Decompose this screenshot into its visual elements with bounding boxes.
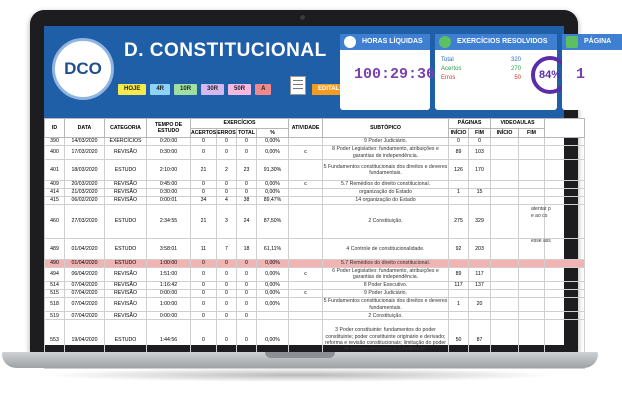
cell-percent[interactable]: 0,00%: [257, 259, 289, 267]
cell-data[interactable]: 07/04/2020: [65, 312, 105, 320]
cell-video-fim[interactable]: [519, 289, 545, 297]
cell-categoria[interactable]: REVISÃO: [105, 188, 147, 196]
cell-video-inicio[interactable]: [491, 312, 519, 320]
cell-notes[interactable]: [545, 289, 585, 297]
cell-total[interactable]: 0: [237, 180, 257, 188]
cell-total[interactable]: 0: [237, 289, 257, 297]
cell-video-inicio[interactable]: [491, 297, 519, 311]
table-row[interactable]: [45, 297, 585, 311]
cell-video-fim[interactable]: [519, 312, 545, 320]
cell-video-fim[interactable]: [519, 138, 545, 146]
exercise-stat-label: Total: [441, 57, 454, 63]
cell-acertos[interactable]: 0: [191, 267, 217, 281]
cell-pag-inicio[interactable]: [449, 312, 469, 320]
chip-4r[interactable]: 4R: [150, 84, 170, 95]
cell-data[interactable]: 01/04/2020: [65, 238, 105, 259]
exercise-stat-value: 320: [510, 57, 521, 63]
cell-id[interactable]: 415: [45, 196, 65, 204]
cell-data[interactable]: 21/03/2020: [65, 188, 105, 196]
cell-pag-inicio[interactable]: 117: [449, 281, 469, 289]
cell-erros[interactable]: 0: [217, 320, 237, 361]
laptop-lid: [30, 10, 612, 355]
cell-atividade[interactable]: [289, 281, 323, 289]
cell-atividade[interactable]: c: [289, 289, 323, 297]
cell-erros[interactable]: 0: [217, 146, 237, 160]
cell-id[interactable]: 460: [45, 204, 65, 238]
cell-percent[interactable]: 91,30%: [257, 160, 289, 181]
col-erros[interactable]: ERROS: [217, 129, 236, 136]
table-row[interactable]: [45, 180, 585, 188]
hours-card-header: [340, 34, 430, 50]
cell-id[interactable]: 518: [45, 297, 65, 311]
exercise-stat-label: Erros: [441, 75, 456, 81]
cell-subtopico[interactable]: 14 organização do Estado: [323, 196, 449, 204]
col-percent[interactable]: %: [257, 128, 289, 138]
cell-video-inicio[interactable]: [491, 267, 519, 281]
col-categoria[interactable]: CATEGORIA: [105, 119, 147, 138]
cell-tempo[interactable]: 1:44:56: [147, 320, 191, 361]
cell-subtopico[interactable]: 5 Fundamentos constitucionais dos direitos e deveres fundamentais.: [323, 160, 449, 181]
table-row[interactable]: [45, 188, 585, 196]
cell-categoria[interactable]: REVISÃO: [105, 267, 147, 281]
cell-atividade[interactable]: [289, 160, 323, 181]
cell-video-inicio[interactable]: [491, 188, 519, 196]
cell-pag-fim[interactable]: [469, 312, 491, 320]
chip-a[interactable]: A: [255, 84, 271, 95]
cell-data[interactable]: 06/02/2020: [65, 196, 105, 204]
subject-logo: DCO: [52, 38, 114, 100]
cell-acertos[interactable]: 0: [191, 180, 217, 188]
cell-id[interactable]: 519: [45, 312, 65, 320]
chip-10r[interactable]: 10R: [174, 84, 197, 95]
cell-notes[interactable]: [545, 146, 585, 160]
side-note: atentar p: [531, 206, 551, 212]
cell-pag-inicio[interactable]: 126: [449, 160, 469, 181]
cell-categoria[interactable]: REVISÃO: [105, 196, 147, 204]
cell-tempo[interactable]: 1:00:00: [147, 297, 191, 311]
cell-total[interactable]: 0: [237, 281, 257, 289]
laptop-notch: [265, 352, 335, 358]
cell-pag-fim[interactable]: 203: [469, 238, 491, 259]
cell-percent[interactable]: 0,00%: [257, 289, 289, 297]
cell-total[interactable]: 23: [237, 160, 257, 181]
cell-erros[interactable]: 4: [217, 196, 237, 204]
cell-notes[interactable]: [545, 160, 585, 181]
cell-percent[interactable]: 61,11%: [257, 238, 289, 259]
cell-tempo[interactable]: 1:16:42: [147, 281, 191, 289]
cell-acertos[interactable]: 0: [191, 320, 217, 361]
cell-notes[interactable]: [545, 281, 585, 289]
cell-subtopico[interactable]: 5.7 Remédios do direito constitucional.: [323, 259, 449, 267]
cell-atividade[interactable]: [289, 196, 323, 204]
cell-notes[interactable]: [545, 188, 585, 196]
cell-video-fim[interactable]: [519, 188, 545, 196]
cell-percent[interactable]: 0,00%: [257, 188, 289, 196]
cell-subtopico[interactable]: organização do Estado: [323, 188, 449, 196]
cell-categoria[interactable]: ESTUDO: [105, 160, 147, 181]
laptop-screen: [44, 26, 612, 353]
cell-pag-fim[interactable]: 0: [469, 138, 491, 146]
cell-video-fim[interactable]: [519, 297, 545, 311]
cell-percent[interactable]: 0,00%: [257, 138, 289, 146]
cell-erros[interactable]: 0: [217, 259, 237, 267]
table-row[interactable]: [45, 160, 585, 181]
cell-video-inicio[interactable]: [491, 146, 519, 160]
cell-acertos[interactable]: 0: [191, 188, 217, 196]
cell-video-fim[interactable]: [519, 196, 545, 204]
col-total[interactable]: TOTAL: [238, 129, 255, 136]
chip-30r[interactable]: 30R: [201, 84, 224, 95]
col-paginas-fim[interactable]: FIM: [469, 128, 491, 138]
table-row[interactable]: [45, 238, 585, 259]
cell-data[interactable]: 19/04/2020: [65, 320, 105, 361]
cell-percent[interactable]: [257, 312, 289, 320]
cell-acertos[interactable]: 34: [191, 196, 217, 204]
webcam-icon: [300, 15, 305, 20]
clock-icon: [344, 36, 356, 48]
table-row[interactable]: [45, 267, 585, 281]
col-notes: [545, 119, 585, 138]
cell-video-fim[interactable]: [519, 180, 545, 188]
cell-atividade[interactable]: c: [289, 267, 323, 281]
cell-total[interactable]: 0: [237, 312, 257, 320]
cell-total[interactable]: 0: [237, 188, 257, 196]
cell-notes[interactable]: [545, 180, 585, 188]
cell-video-inicio[interactable]: [491, 196, 519, 204]
cell-tempo[interactable]: 2:10:00: [147, 160, 191, 181]
hours-card-title: HORAS LÍQUIDAS: [362, 38, 423, 45]
cell-tempo[interactable]: 3:58:01: [147, 238, 191, 259]
cell-notes[interactable]: [545, 312, 585, 320]
revision-filter-chips: [118, 84, 271, 95]
cell-categoria[interactable]: REVISÃO: [105, 180, 147, 188]
cell-erros[interactable]: 3: [217, 204, 237, 238]
cell-erros[interactable]: 0: [217, 312, 237, 320]
cell-erros[interactable]: 0: [217, 188, 237, 196]
cell-erros[interactable]: 0: [217, 267, 237, 281]
pages-card-title: PÁGINA: [584, 38, 612, 45]
exercises-card: [435, 34, 562, 110]
pages-card-header: [562, 34, 622, 50]
col-subtopico[interactable]: SUBTÓPICO: [323, 119, 449, 138]
cell-pag-fim[interactable]: 137: [469, 281, 491, 289]
cell-percent[interactable]: 0,00%: [257, 180, 289, 188]
cell-subtopico[interactable]: 2 Constituição.: [323, 312, 449, 320]
laptop-base: [2, 352, 598, 368]
cell-subtopico[interactable]: 9 Poder Judiciário.: [323, 289, 449, 297]
cell-video-inicio[interactable]: [491, 238, 519, 259]
cell-erros[interactable]: 7: [217, 238, 237, 259]
cell-categoria[interactable]: REVISÃO: [105, 312, 147, 320]
cell-pag-fim[interactable]: 103: [469, 146, 491, 160]
cell-pag-inicio[interactable]: 89: [449, 267, 469, 281]
cell-data[interactable]: 20/03/2020: [65, 180, 105, 188]
cell-tempo[interactable]: 1:51:00: [147, 267, 191, 281]
cell-pag-fim[interactable]: 15: [469, 188, 491, 196]
cell-percent[interactable]: 0,00%: [257, 281, 289, 289]
cell-subtopico[interactable]: 3 Poder constituinte: fundamentos do poder constituinte; poder constituinte originário e derivado; reforma e revisão constitucionais; limitação do poder de revisão; emendas à Constituição.: [323, 320, 449, 361]
laptop-shadow: [40, 368, 560, 382]
table-row[interactable]: [45, 289, 585, 297]
cell-id[interactable]: 514: [45, 281, 65, 289]
cell-notes[interactable]: [545, 259, 585, 267]
cell-video-inicio[interactable]: [491, 204, 519, 238]
cell-total[interactable]: 0: [237, 297, 257, 311]
cell-pag-fim[interactable]: 329: [469, 204, 491, 238]
cell-subtopico[interactable]: 5.7 Remédios do direito constitucional.: [323, 180, 449, 188]
cell-categoria[interactable]: REVISÃO: [105, 297, 147, 311]
cell-id[interactable]: 414: [45, 188, 65, 196]
cell-id[interactable]: 401: [45, 160, 65, 181]
cell-video-inicio[interactable]: [491, 180, 519, 188]
col-videoaulas: VIDEOAULAS: [491, 119, 545, 129]
cell-pag-inicio[interactable]: [449, 259, 469, 267]
cell-acertos[interactable]: 0: [191, 297, 217, 311]
col-atividade[interactable]: ATIVIDADE: [289, 119, 323, 138]
cell-pag-fim[interactable]: 117: [469, 267, 491, 281]
cell-acertos[interactable]: 0: [191, 259, 217, 267]
cell-atividade[interactable]: [289, 138, 323, 146]
cell-categoria[interactable]: REVISÃO: [105, 281, 147, 289]
side-note: esse ass: [531, 238, 551, 244]
hours-card: [340, 34, 436, 110]
cell-id[interactable]: 400: [45, 146, 65, 160]
cell-total[interactable]: 0: [237, 267, 257, 281]
cell-categoria[interactable]: ESTUDO: [105, 259, 147, 267]
cell-pag-inicio[interactable]: 1: [449, 297, 469, 311]
col-paginas-inicio[interactable]: INÍCIO: [449, 128, 469, 138]
cell-tempo[interactable]: 0:00:00: [147, 289, 191, 297]
cell-video-fim[interactable]: [519, 267, 545, 281]
cell-tempo[interactable]: 0:00:01: [147, 196, 191, 204]
cell-subtopico[interactable]: 6 Poder Legislativo: fundamento, atribuições e garantias de independência.: [323, 267, 449, 281]
col-paginas: PÁGINAS: [449, 119, 491, 129]
exercise-stat-value: 270: [510, 66, 521, 72]
cell-data[interactable]: 07/04/2020: [65, 289, 105, 297]
cell-id[interactable]: 409: [45, 180, 65, 188]
cell-tempo[interactable]: 0:45:00: [147, 180, 191, 188]
cell-video-fim[interactable]: [519, 160, 545, 181]
cell-tempo[interactable]: 1:00:00: [147, 259, 191, 267]
cell-subtopico[interactable]: 8 Poder Executivo.: [323, 281, 449, 289]
cell-erros[interactable]: 0: [217, 138, 237, 146]
cell-pag-inicio[interactable]: 275: [449, 204, 469, 238]
cell-pag-inicio[interactable]: [449, 289, 469, 297]
cell-erros[interactable]: 2: [217, 160, 237, 181]
cell-total[interactable]: 0: [237, 146, 257, 160]
cell-categoria[interactable]: ESTUDO: [105, 204, 147, 238]
cell-subtopico[interactable]: 5 Fundamentos constitucionais dos direitos e deveres fundamentais.: [323, 298, 448, 311]
cell-total[interactable]: 0: [237, 320, 257, 361]
cell-video-fim[interactable]: [519, 259, 545, 267]
cell-atividade[interactable]: [289, 204, 323, 238]
cell-video-fim[interactable]: [519, 146, 545, 160]
cell-subtopico[interactable]: 9 Poder Judiciário.: [323, 138, 449, 146]
cell-acertos[interactable]: 0: [191, 312, 217, 320]
cell-pag-inicio[interactable]: 1: [449, 188, 469, 196]
exercises-card-title: EXERCÍCIOS RESOLVIDOS: [457, 38, 548, 45]
cell-total[interactable]: 38: [237, 196, 257, 204]
cell-atividade[interactable]: [289, 238, 323, 259]
cell-pag-inicio[interactable]: 50: [449, 320, 469, 361]
cell-percent[interactable]: 87,50%: [257, 204, 289, 238]
table-row[interactable]: [45, 146, 585, 160]
cell-acertos[interactable]: 21: [191, 204, 217, 238]
cell-data[interactable]: 06/04/2020: [65, 267, 105, 281]
cell-categoria[interactable]: EXERCÍCIOS: [105, 138, 147, 146]
cell-categoria[interactable]: ESTUDO: [105, 238, 147, 259]
exercise-stat-row: [441, 74, 521, 83]
cell-erros[interactable]: 0: [217, 297, 237, 311]
col-video-fim[interactable]: FIM: [519, 128, 545, 138]
cell-pag-inicio[interactable]: [449, 196, 469, 204]
hours-value: 100:29:36: [354, 66, 436, 83]
cell-total[interactable]: 18: [237, 238, 257, 259]
cell-data[interactable]: 18/03/2020: [65, 160, 105, 181]
cell-tempo[interactable]: 0:30:00: [147, 146, 191, 160]
cell-tempo[interactable]: 0:00:00: [147, 312, 191, 320]
cell-acertos[interactable]: 0: [191, 289, 217, 297]
accuracy-ring: 84%: [531, 56, 569, 94]
cell-id[interactable]: 515: [45, 289, 65, 297]
side-note: e ao co: [531, 213, 548, 219]
exercise-stat-row: [441, 56, 521, 65]
cell-data[interactable]: 01/04/2020: [65, 259, 105, 267]
dashboard-header: [44, 26, 612, 118]
cell-erros[interactable]: 0: [217, 289, 237, 297]
edital-button[interactable]: EDITAL: [312, 84, 345, 95]
cell-erros[interactable]: 0: [217, 281, 237, 289]
cell-video-inicio[interactable]: [491, 259, 519, 267]
cell-id[interactable]: 390: [45, 138, 65, 146]
chip-50r[interactable]: 50R: [228, 84, 251, 95]
cell-id[interactable]: 494: [45, 267, 65, 281]
cell-tempo[interactable]: 2:34:55: [147, 204, 191, 238]
cell-percent[interactable]: 89,47%: [257, 196, 289, 204]
cell-pag-inicio[interactable]: 89: [449, 146, 469, 160]
col-acertos[interactable]: ACERTOS: [191, 129, 217, 136]
cell-total[interactable]: 24: [237, 204, 257, 238]
cell-data[interactable]: 07/04/2020: [65, 281, 105, 289]
page-title: D. CONSTITUCIONAL: [124, 40, 327, 61]
cell-percent[interactable]: 0,00%: [257, 297, 289, 311]
table-row[interactable]: [45, 312, 585, 320]
pages-card: [562, 34, 622, 110]
cell-video-inicio[interactable]: [491, 289, 519, 297]
cell-atividade[interactable]: c: [289, 146, 323, 160]
cell-atividade[interactable]: c: [289, 180, 323, 188]
cell-acertos[interactable]: 11: [191, 238, 217, 259]
cell-tempo[interactable]: 0:30:00: [147, 188, 191, 196]
study-log-table: [44, 118, 585, 369]
cell-subtopico[interactable]: 8 Poder Legislativo: fundamento, atribuições e garantias de independência.: [323, 146, 449, 160]
document-icon[interactable]: [290, 76, 306, 95]
cell-id[interactable]: 490: [45, 259, 65, 267]
cell-atividade[interactable]: [289, 259, 323, 267]
cell-categoria[interactable]: REVISÃO: [105, 289, 147, 297]
check-icon: [439, 36, 451, 48]
cell-atividade[interactable]: [289, 188, 323, 196]
exercise-stat-value: 50: [514, 75, 521, 81]
cell-erros[interactable]: 0: [217, 180, 237, 188]
cell-total[interactable]: 0: [237, 138, 257, 146]
cell-pag-inicio[interactable]: 92: [449, 238, 469, 259]
col-data[interactable]: DATA: [65, 119, 105, 138]
cell-data[interactable]: 17/03/2020: [65, 146, 105, 160]
cell-categoria[interactable]: REVISÃO: [105, 146, 147, 160]
cell-pag-fim[interactable]: 20: [469, 297, 491, 311]
cell-acertos[interactable]: 0: [191, 146, 217, 160]
cell-total[interactable]: 0: [237, 259, 257, 267]
study-log-body: [45, 138, 585, 369]
cell-pag-fim[interactable]: 170: [469, 160, 491, 181]
cell-notes[interactable]: [545, 297, 585, 311]
exercises-card-header: [435, 34, 557, 50]
cell-notes[interactable]: [545, 267, 585, 281]
table-row[interactable]: [45, 204, 585, 238]
pages-value: 1: [576, 66, 586, 83]
cell-id[interactable]: 553: [45, 320, 65, 361]
cell-data[interactable]: 14/03/2020: [65, 138, 105, 146]
cell-pag-fim[interactable]: 87: [469, 320, 491, 361]
book-icon: [566, 36, 578, 48]
cell-atividade[interactable]: [289, 297, 323, 311]
cell-data[interactable]: 07/04/2020: [65, 297, 105, 311]
cell-pag-fim[interactable]: [469, 196, 491, 204]
col-video-inicio[interactable]: INÍCIO: [491, 128, 519, 138]
chip-hoje[interactable]: HOJE: [118, 84, 146, 95]
exercise-stat-label: Acertos: [441, 66, 462, 72]
cell-video-inicio[interactable]: [491, 160, 519, 181]
cell-acertos[interactable]: 0: [191, 281, 217, 289]
cell-tempo[interactable]: 0:20:00: [147, 138, 191, 146]
cell-percent[interactable]: 0,00%: [257, 146, 289, 160]
table-row[interactable]: [45, 196, 585, 204]
cell-notes[interactable]: [545, 138, 585, 146]
cell-pag-fim[interactable]: [469, 180, 491, 188]
exercises-stats: [441, 56, 521, 83]
cell-video-fim[interactable]: [519, 281, 545, 289]
cell-video-inicio[interactable]: [491, 138, 519, 146]
cell-subtopico[interactable]: 4 Controle de constitucionalidade.: [323, 238, 449, 259]
exercise-stat-row: [441, 65, 521, 74]
cell-categoria[interactable]: ESTUDO: [105, 320, 147, 361]
table-row[interactable]: [45, 259, 585, 267]
table-row[interactable]: [45, 281, 585, 289]
cell-data[interactable]: 27/03/2020: [65, 204, 105, 238]
table-row[interactable]: [45, 138, 585, 146]
cell-id[interactable]: 489: [45, 238, 65, 259]
cell-percent[interactable]: 0,00%: [257, 267, 289, 281]
cell-acertos[interactable]: 0: [191, 138, 217, 146]
cell-percent[interactable]: 0,00%: [257, 320, 289, 361]
col-exercicios: EXERCÍCIOS: [191, 119, 289, 129]
cell-pag-inicio[interactable]: [449, 180, 469, 188]
col-tempo[interactable]: TEMPO DE ESTUDO: [147, 119, 191, 138]
cell-pag-fim[interactable]: [469, 289, 491, 297]
cell-atividade[interactable]: [289, 312, 323, 320]
cell-subtopico[interactable]: 2 Constituição.: [323, 204, 449, 238]
cell-video-inicio[interactable]: [491, 281, 519, 289]
cell-pag-fim[interactable]: [469, 259, 491, 267]
cell-pag-inicio[interactable]: 0: [449, 138, 469, 146]
cell-acertos[interactable]: 21: [191, 160, 217, 181]
cell-notes[interactable]: [545, 196, 585, 204]
col-id[interactable]: ID: [45, 119, 65, 138]
